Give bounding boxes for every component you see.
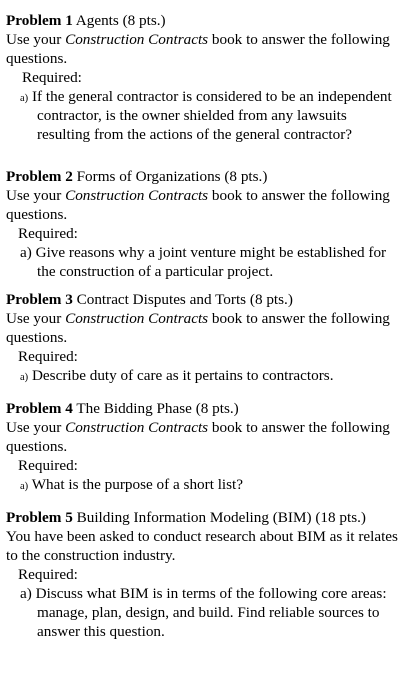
problem-5-title: Building Information Modeling (BIM) (18 pts.) xyxy=(76,509,366,526)
intro-text: Use your xyxy=(6,310,66,327)
intro-text: book to answer the following xyxy=(208,310,390,327)
problem-5-intro: You have been asked to conduct research about BIM as it relates xyxy=(6,528,398,545)
problem-4-item-a xyxy=(6,475,406,494)
problem-5-item-a-cont: answer this question. xyxy=(37,623,165,640)
problem-3-heading xyxy=(6,290,406,309)
problem-5-required: Required: xyxy=(18,566,78,583)
intro-text: Use your xyxy=(6,187,66,204)
problem-1-title: Agents (8 pts.) xyxy=(75,12,166,29)
problem-5-heading xyxy=(6,508,406,527)
problem-1-heading xyxy=(6,11,406,30)
problem-5-item-a xyxy=(6,584,406,603)
problem-3-number: Problem 3 xyxy=(6,291,73,308)
problem-4-number: Problem 4 xyxy=(6,400,73,417)
problem-2-item-a xyxy=(6,243,406,262)
item-letter: a) xyxy=(20,93,29,104)
item-text: If the general contractor is considered to be an independent xyxy=(31,88,392,105)
problem-3-intro-cont: questions. xyxy=(6,329,68,346)
item-text: Describe duty of care as it pertains to contractors. xyxy=(31,367,334,384)
problem-5 xyxy=(6,508,406,641)
book-title: Construction Contracts xyxy=(65,31,209,48)
intro-text: Use your xyxy=(6,419,66,436)
intro-text: Use your xyxy=(6,31,66,48)
problem-1 xyxy=(6,11,406,144)
problem-2-item-a-cont: the construction of a particular project. xyxy=(37,263,274,280)
problem-3-title: Contract Disputes and Torts (8 pts.) xyxy=(76,291,293,308)
item-letter: a) xyxy=(20,585,32,602)
item-letter: a) xyxy=(20,372,29,383)
problem-2-number: Problem 2 xyxy=(6,168,73,185)
problem-4-heading xyxy=(6,399,406,418)
problem-2 xyxy=(6,167,406,281)
problem-5-number: Problem 5 xyxy=(6,509,73,526)
problem-4-intro xyxy=(6,418,406,437)
problem-4-intro-cont: questions. xyxy=(6,438,68,455)
problem-2-heading xyxy=(6,167,406,186)
book-title: Construction Contracts xyxy=(65,419,209,436)
problem-1-intro xyxy=(6,30,406,49)
problem-2-intro xyxy=(6,186,406,205)
problem-3-required: Required: xyxy=(18,348,78,365)
problem-2-required: Required: xyxy=(18,225,78,242)
problem-1-item-a-cont: contractor, is the owner shielded from any lawsuits xyxy=(37,107,347,124)
book-title: Construction Contracts xyxy=(65,187,209,204)
problem-1-required: Required: xyxy=(22,69,82,86)
problem-2-intro-cont: questions. xyxy=(6,206,68,223)
problem-3-intro xyxy=(6,309,406,328)
item-letter: a) xyxy=(20,481,29,492)
problem-1-item-a-cont: resulting from the actions of the general contractor? xyxy=(37,126,353,143)
problem-1-item-a xyxy=(6,87,406,106)
problem-1-number: Problem 1 xyxy=(6,12,73,29)
problem-4-title: The Bidding Phase (8 pts.) xyxy=(76,400,239,417)
problem-3 xyxy=(6,290,406,385)
problem-4 xyxy=(6,399,406,494)
intro-text: book to answer the following xyxy=(208,31,390,48)
item-text: Give reasons why a joint venture might be established for xyxy=(35,244,387,261)
problem-2-title: Forms of Organizations (8 pts.) xyxy=(76,168,268,185)
item-text: What is the purpose of a short list? xyxy=(31,476,244,493)
item-text: Discuss what BIM is in terms of the following core areas: xyxy=(35,585,387,602)
problem-3-item-a xyxy=(6,366,406,385)
book-title: Construction Contracts xyxy=(65,310,209,327)
intro-text: book to answer the following xyxy=(208,419,390,436)
intro-text: book to answer the following xyxy=(208,187,390,204)
item-letter: a) xyxy=(20,244,32,261)
problem-4-required: Required: xyxy=(18,457,78,474)
problem-1-intro-cont: questions. xyxy=(6,50,68,67)
problem-5-intro-cont: to the construction industry. xyxy=(6,547,176,564)
problem-5-item-a-cont: manage, plan, design, and build. Find reliable sources to xyxy=(37,604,380,621)
